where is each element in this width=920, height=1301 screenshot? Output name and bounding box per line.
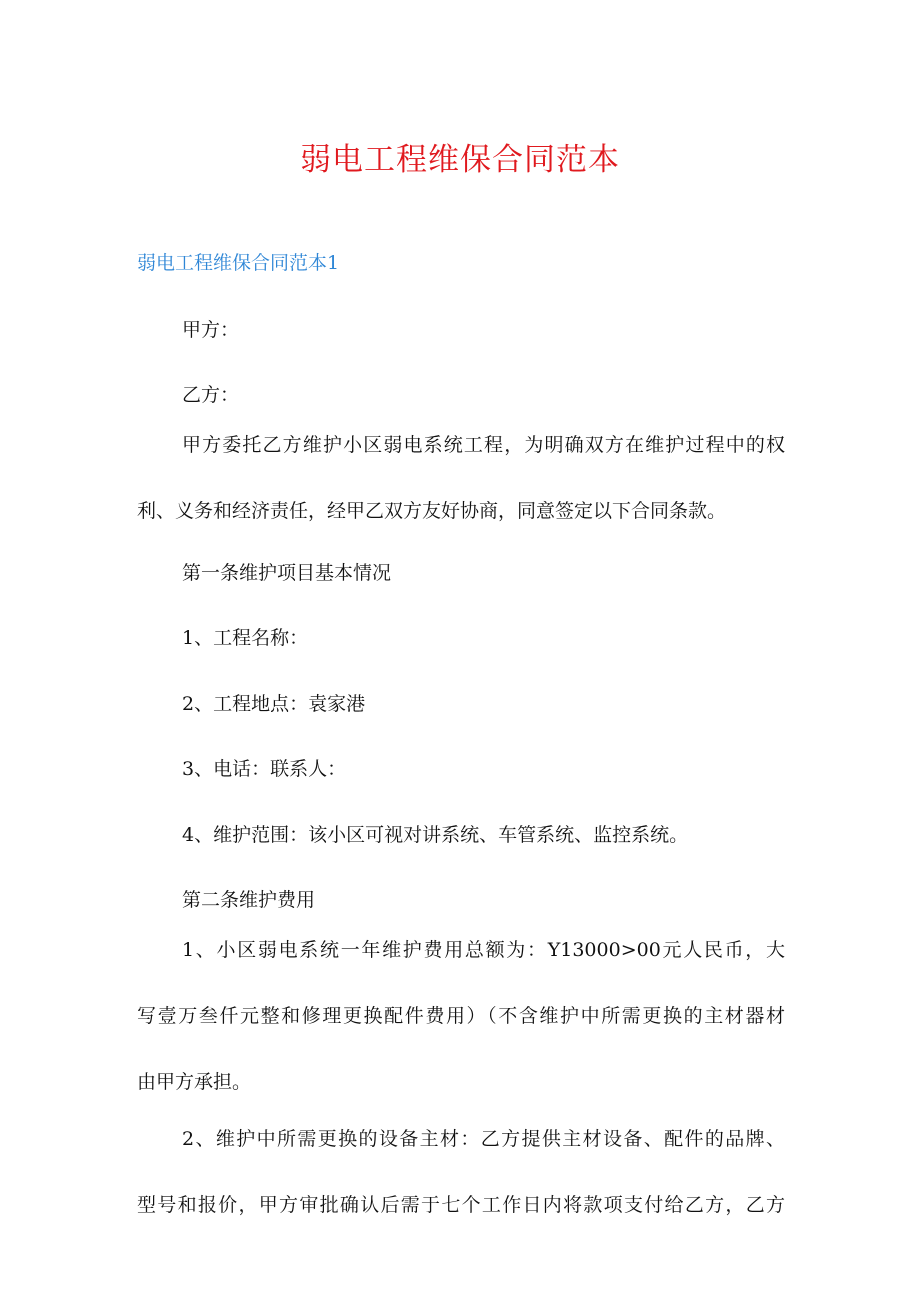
list-item: 1、工程名称：	[182, 627, 309, 649]
article-heading: 第一条维护项目基本情况	[182, 562, 392, 584]
party-a-label: 甲方：	[182, 319, 240, 341]
intro-paragraph	[137, 412, 785, 544]
fee-paragraph-2	[137, 1106, 785, 1238]
paragraph-line: 甲方委托乙方维护小区弱电系统工程，为明确双方在维护过程中的权	[182, 434, 785, 456]
paragraph-line: 1、小区弱电系统一年维护费用总额为：Y13000>00元人民币，大	[182, 939, 785, 961]
list-item: 2、工程地点：袁家港	[182, 693, 366, 715]
fee-paragraph-1	[137, 917, 785, 1115]
party-b-label: 乙方：	[182, 384, 240, 406]
paragraph-line: 写壹万叁仟元整和修理更换配件费用）（不含维护中所需更换的主材器材	[137, 1005, 785, 1027]
document-title: 弱电工程维保合同范本	[300, 142, 620, 178]
paragraph-line: 2、维护中所需更换的设备主材：乙方提供主材设备、配件的品牌、	[182, 1128, 785, 1150]
paragraph-line: 由甲方承担。	[137, 1071, 252, 1093]
paragraph-line: 利、义务和经济责任，经甲乙双方友好协商，同意签定以下合同条款。	[137, 500, 727, 522]
list-item: 3、电话：联系人：	[182, 758, 347, 780]
list-item: 4、维护范围：该小区可视对讲系统、车管系统、监控系统。	[182, 824, 689, 846]
article-heading: 第二条维护费用	[182, 889, 316, 911]
paragraph-line: 型号和报价，甲方审批确认后需于七个工作日内将款项支付给乙方，乙方	[137, 1194, 785, 1216]
section-heading: 弱电工程维保合同范本1	[137, 252, 340, 274]
